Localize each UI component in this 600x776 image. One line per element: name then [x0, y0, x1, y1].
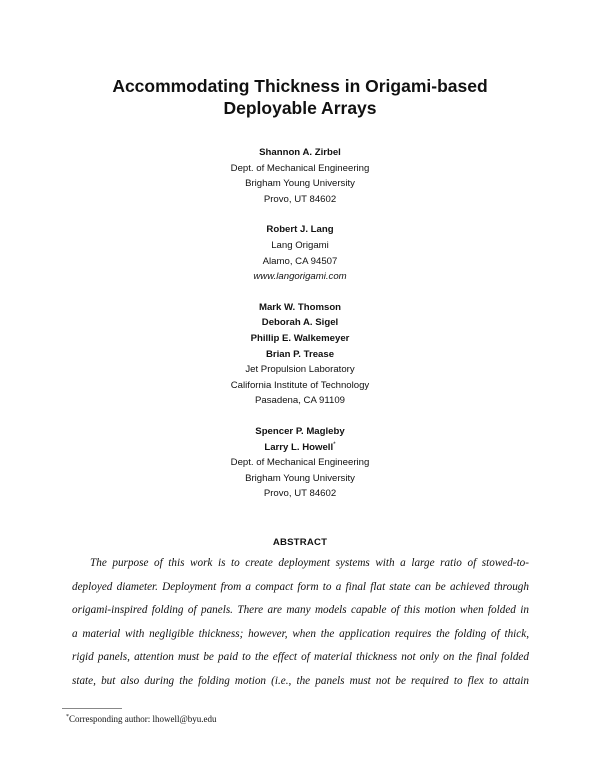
affiliation-line: Dept. of Mechanical Engineering: [230, 162, 370, 174]
author-group-2: [0, 222, 600, 284]
author-name-text: Larry L. Howell: [264, 441, 334, 453]
affiliation-line: Provo, UT 84602: [263, 193, 337, 205]
abstract-line: deployed diameter. Deployment from a compact form to a final flat state can be achieved through: [72, 580, 529, 593]
abstract-line: state, but also during the folding motion (i.e., the panels must not be required to flex to attain: [72, 674, 529, 687]
title-line-2: Deployable Arrays: [223, 98, 377, 118]
affiliation-line: Provo, UT 84602: [263, 488, 337, 500]
affiliation-line: Brigham Young University: [245, 472, 355, 484]
affiliation-line: California Institute of Technology: [230, 379, 370, 391]
title-line-1: Accommodating Thickness in Origami-based: [112, 76, 488, 96]
author-name: Shannon A. Zirbel: [259, 147, 341, 158]
author-name: Deborah A. Sigel: [261, 317, 339, 329]
abstract-line: origami-inspired folding of panels. There are many models capable of this motion when folded in: [72, 604, 529, 617]
footnote: [66, 713, 217, 725]
affiliation-line: Jet Propulsion Laboratory: [245, 364, 355, 376]
abstract-line: The purpose of this work is to create deployment systems with a large ratio of stowed-to-: [90, 557, 529, 569]
corresponding-marker: *: [333, 440, 336, 448]
affiliation-line: Brigham Young University: [245, 178, 355, 190]
affiliation-line: Lang Origami: [271, 239, 329, 251]
affiliation-line: Pasadena, CA 91109: [255, 395, 345, 407]
paper-title: [0, 75, 600, 119]
footnote-marker: *: [66, 714, 69, 720]
affiliation-line: Dept. of Mechanical Engineering: [230, 457, 370, 469]
abstract-heading: ABSTRACT: [272, 537, 328, 548]
author-group-1: [0, 145, 600, 207]
abstract-text: [72, 552, 529, 694]
author-group-3: [0, 300, 600, 409]
abstract-line: rigid panels, attention must be paid to the effect of material thickness not only on the final folded: [72, 651, 529, 664]
author-name: Phillip E. Walkemeyer: [250, 332, 350, 344]
author-block: [0, 145, 600, 517]
footnote-divider: [62, 708, 122, 709]
author-name: Brian P. Trease: [265, 348, 335, 360]
affiliation-line: Alamo, CA 94507: [262, 255, 338, 267]
author-name: Robert J. Lang: [266, 224, 334, 236]
author-name: Spencer P. Magleby: [255, 425, 345, 437]
footnote-text: Corresponding author: lhowell@byu.edu: [69, 714, 217, 724]
author-name: Mark W. Thomson: [258, 301, 342, 313]
author-group-4: [0, 424, 600, 502]
author-name-corresponding: [0, 440, 600, 456]
abstract-line: a material with negligible thickness; however, when the application requires the folding of thick,: [72, 627, 529, 640]
author-website: www.langorigami.com: [253, 271, 347, 283]
